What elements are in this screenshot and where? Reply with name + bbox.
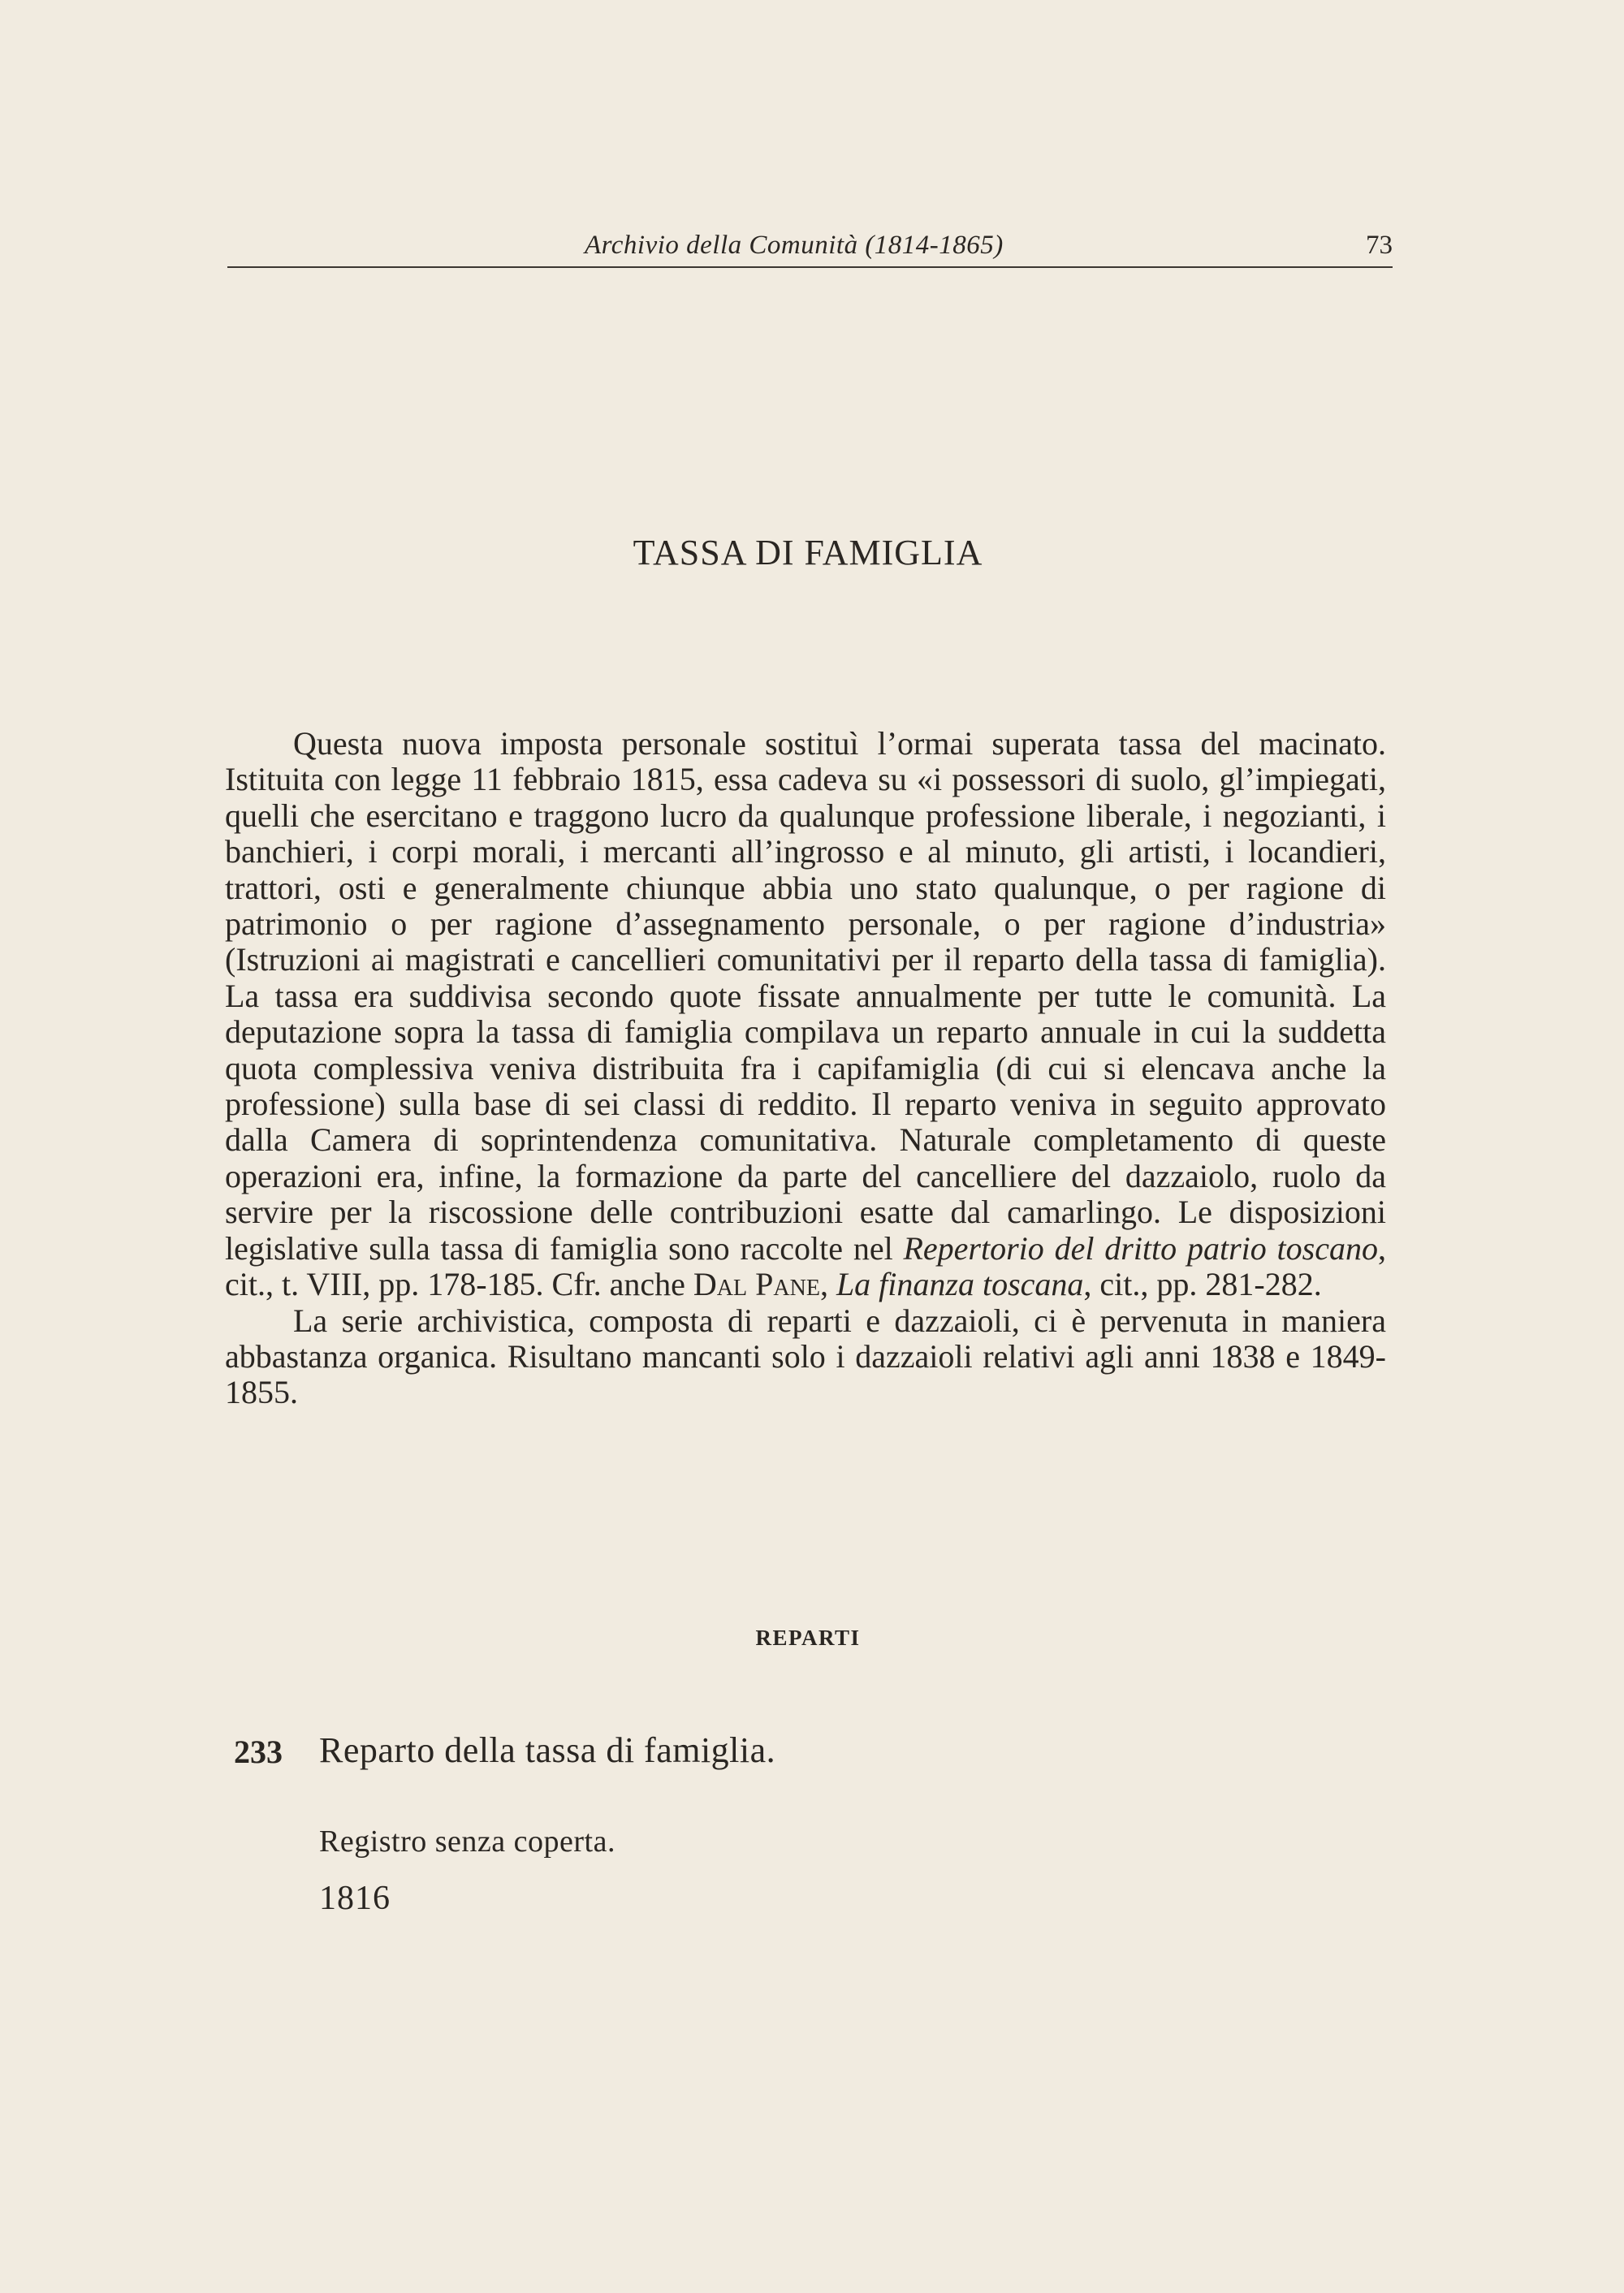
- body-text: [225, 726, 1386, 1411]
- entry-date: 1816: [319, 1880, 391, 1917]
- entry-number: 233: [234, 1734, 283, 1770]
- p1-reference-finanza: La finanza toscana: [836, 1266, 1084, 1303]
- p1-reference-repertorio: Repertorio del dritto patrio toscano: [903, 1229, 1378, 1267]
- section-title: TASSA DI FAMIGLIA: [633, 533, 983, 572]
- header-title: Archivio della Comunità (1814-1865): [585, 231, 1004, 260]
- p1-text-4: , cit., pp. 281-282.: [1083, 1266, 1322, 1303]
- subsection-title: REPARTI: [755, 1626, 861, 1650]
- p1-text-3: ,: [819, 1266, 836, 1303]
- paragraph-2: La serie archivistica, composta di reparti e dazzaioli, ci è pervenuta in maniera abbastanza organica. Risultano mancanti solo i dazzaioli relativi agli anni 1838 e 1849-1855.: [225, 1302, 1386, 1411]
- p1-text-1: Questa nuova imposta personale sostituì l’ormai superata tassa del macinato. Istituita con legge 11 febbraio 1815, essa cadeva su «i possessori di suolo, gl’impiegati, quelli che esercitano e traggono lucro da qualunque professione liberale, i negozianti, i banchieri, i corpi morali, i mercanti all’ingrosso e al minuto, gli artisti, i locandieri, trattori, osti e generalmente chiunque abbia uno stato qualunque, o per ragione di patrimonio o per ragione d’assegnamento personale, o per ragione d’industria» (Istruzioni ai magistrati e cancellieri comunitativi per il reparto della tassa di famiglia). La tassa era suddivisa secondo quote fissate annualmente per tutte le comunità. La deputazione sopra la tassa di famiglia compilava un reparto annuale in cui la suddetta quota complessiva veniva distribuita fra i capifamiglia (di cui si elencava anche la professione) sulla base di sei classi di reddito. Il reparto veniva in seguito approvato dalla Camera di soprintendenza comunitativa. Naturale completamento di queste operazioni era, infine, la formazione da parte del cancelliere del dazzaiolo, ruolo da servire per la riscossione delle contribuzioni esatte dal camarlingo. Le disposizioni legislative sulla tassa di famiglia sono raccolte nel: [225, 725, 1386, 1267]
- paragraph-1: [225, 726, 1386, 1303]
- p1-author: Dal Pane: [693, 1266, 820, 1303]
- p1-text-2: , cit., t. VIII, pp. 178-185. Cfr. anche: [225, 1229, 1386, 1303]
- page-number: 73: [1366, 231, 1393, 260]
- running-header: [227, 226, 1393, 268]
- entry-title: Reparto della tassa di famiglia.: [319, 1730, 776, 1770]
- entry-description: Registro senza coperta.: [319, 1824, 615, 1859]
